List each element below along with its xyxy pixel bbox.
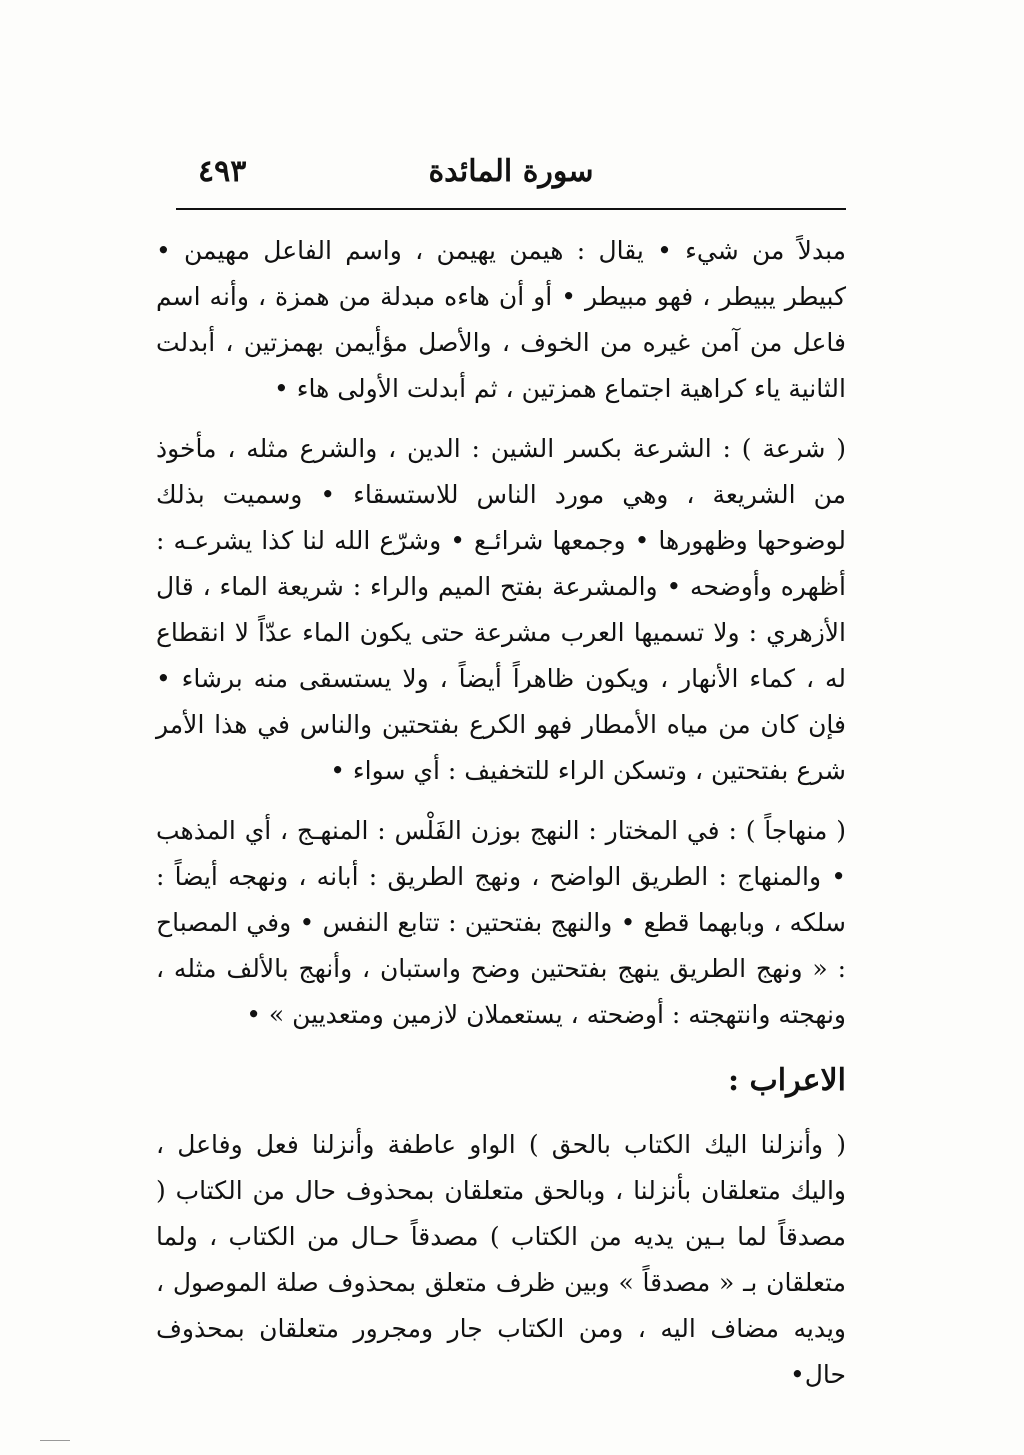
- page-header: [176, 148, 846, 208]
- paragraph-muhaymin: مبدلاً من شيء • يقال : هيمن يهيمن ، واسم الفاعل مهيمن • كبيطر يبيطر ، فهو مبيطر • أو أن هاءه مبدلة من همزة ، وأنه اسم فاعل من آمن غيره من الخوف ، والأصل مؤأيمن بهمزتين ، أبدلت الثانية ياء كراهية اجتماع همزتين ، ثم أبدلت الأولى هاء •: [156, 236, 846, 403]
- page-number: ٤٩٣: [198, 154, 247, 189]
- paragraph-irab-1: ( وأنزلنا اليك الكتاب بالحق ) الواو عاطفة وأنزلنا فعل وفاعل ، واليك متعلقان بأنزلنا ، وبالحق متعلقان بمحذوف حال من الكتاب ( مصدقاً لما بـين يديه من الكتاب ) مصدقاً حـال من الكتاب ، ولما متعلقان بـ « مصدقاً » وبين ظرف متعلق بمحذوف صلة الموصول ، ويديه مضاف اليه ، ومن الكتاب جار ومجرور متعلقان بمحذوف حال•: [156, 1130, 846, 1389]
- paragraph-minhaj: ( منهاجاً ) : في المختار : النهج بوزن الفَلْس : المنهـج ، أي المذهب • والمنهاج : الطريق الواضح ، ونهج الطريق : أبانه ، ونهجه أيضاً : سلكه ، وبابهما قطع • والنهج بفتحتين : تتابع النفس • وفي المصباح : « ونهج الطريق ينهج بفتحتين وضح واستبان ، وأنهج بالألف مثله ، ونهجته وانتهجته : أوضحته ، يستعملان لازمين ومتعديين » •: [156, 816, 846, 1029]
- header-divider: [176, 208, 846, 210]
- page-edge-mark: [40, 1440, 70, 1441]
- section-heading-irab: الاعراب :: [728, 1063, 846, 1098]
- paragraph-shirah: ( شرعة ) : الشرعة بكسر الشين : الدين ، والشرع مثله ، مأخوذ من الشريعة ، وهي مورد الناس للاستسقاء • وسميت بذلك لوضوحها وظهورها • وجمعها شرائـع • وشرّع الله لنا كذا يشرعـه : أظهره وأوضحه • والمشرعة بفتح الميم والراء : شريعة الماء ، قال الأزهري : ولا تسميها العرب مشرعة حتى يكون الماء عدّاً لا انقطاع له ، كماء الأنهار ، ويكون ظاهراً أيضاً ، ولا يستسقى منه برشاء • فإن كان من مياه الأمطار فهو الكرع بفتحتين والناس في هذا الأمر شرع بفتحتين ، وتسكن الراء للتخفيف : أي سواء •: [156, 434, 846, 785]
- page-body: [156, 228, 846, 1412]
- page-title: سورة المائدة: [428, 154, 594, 189]
